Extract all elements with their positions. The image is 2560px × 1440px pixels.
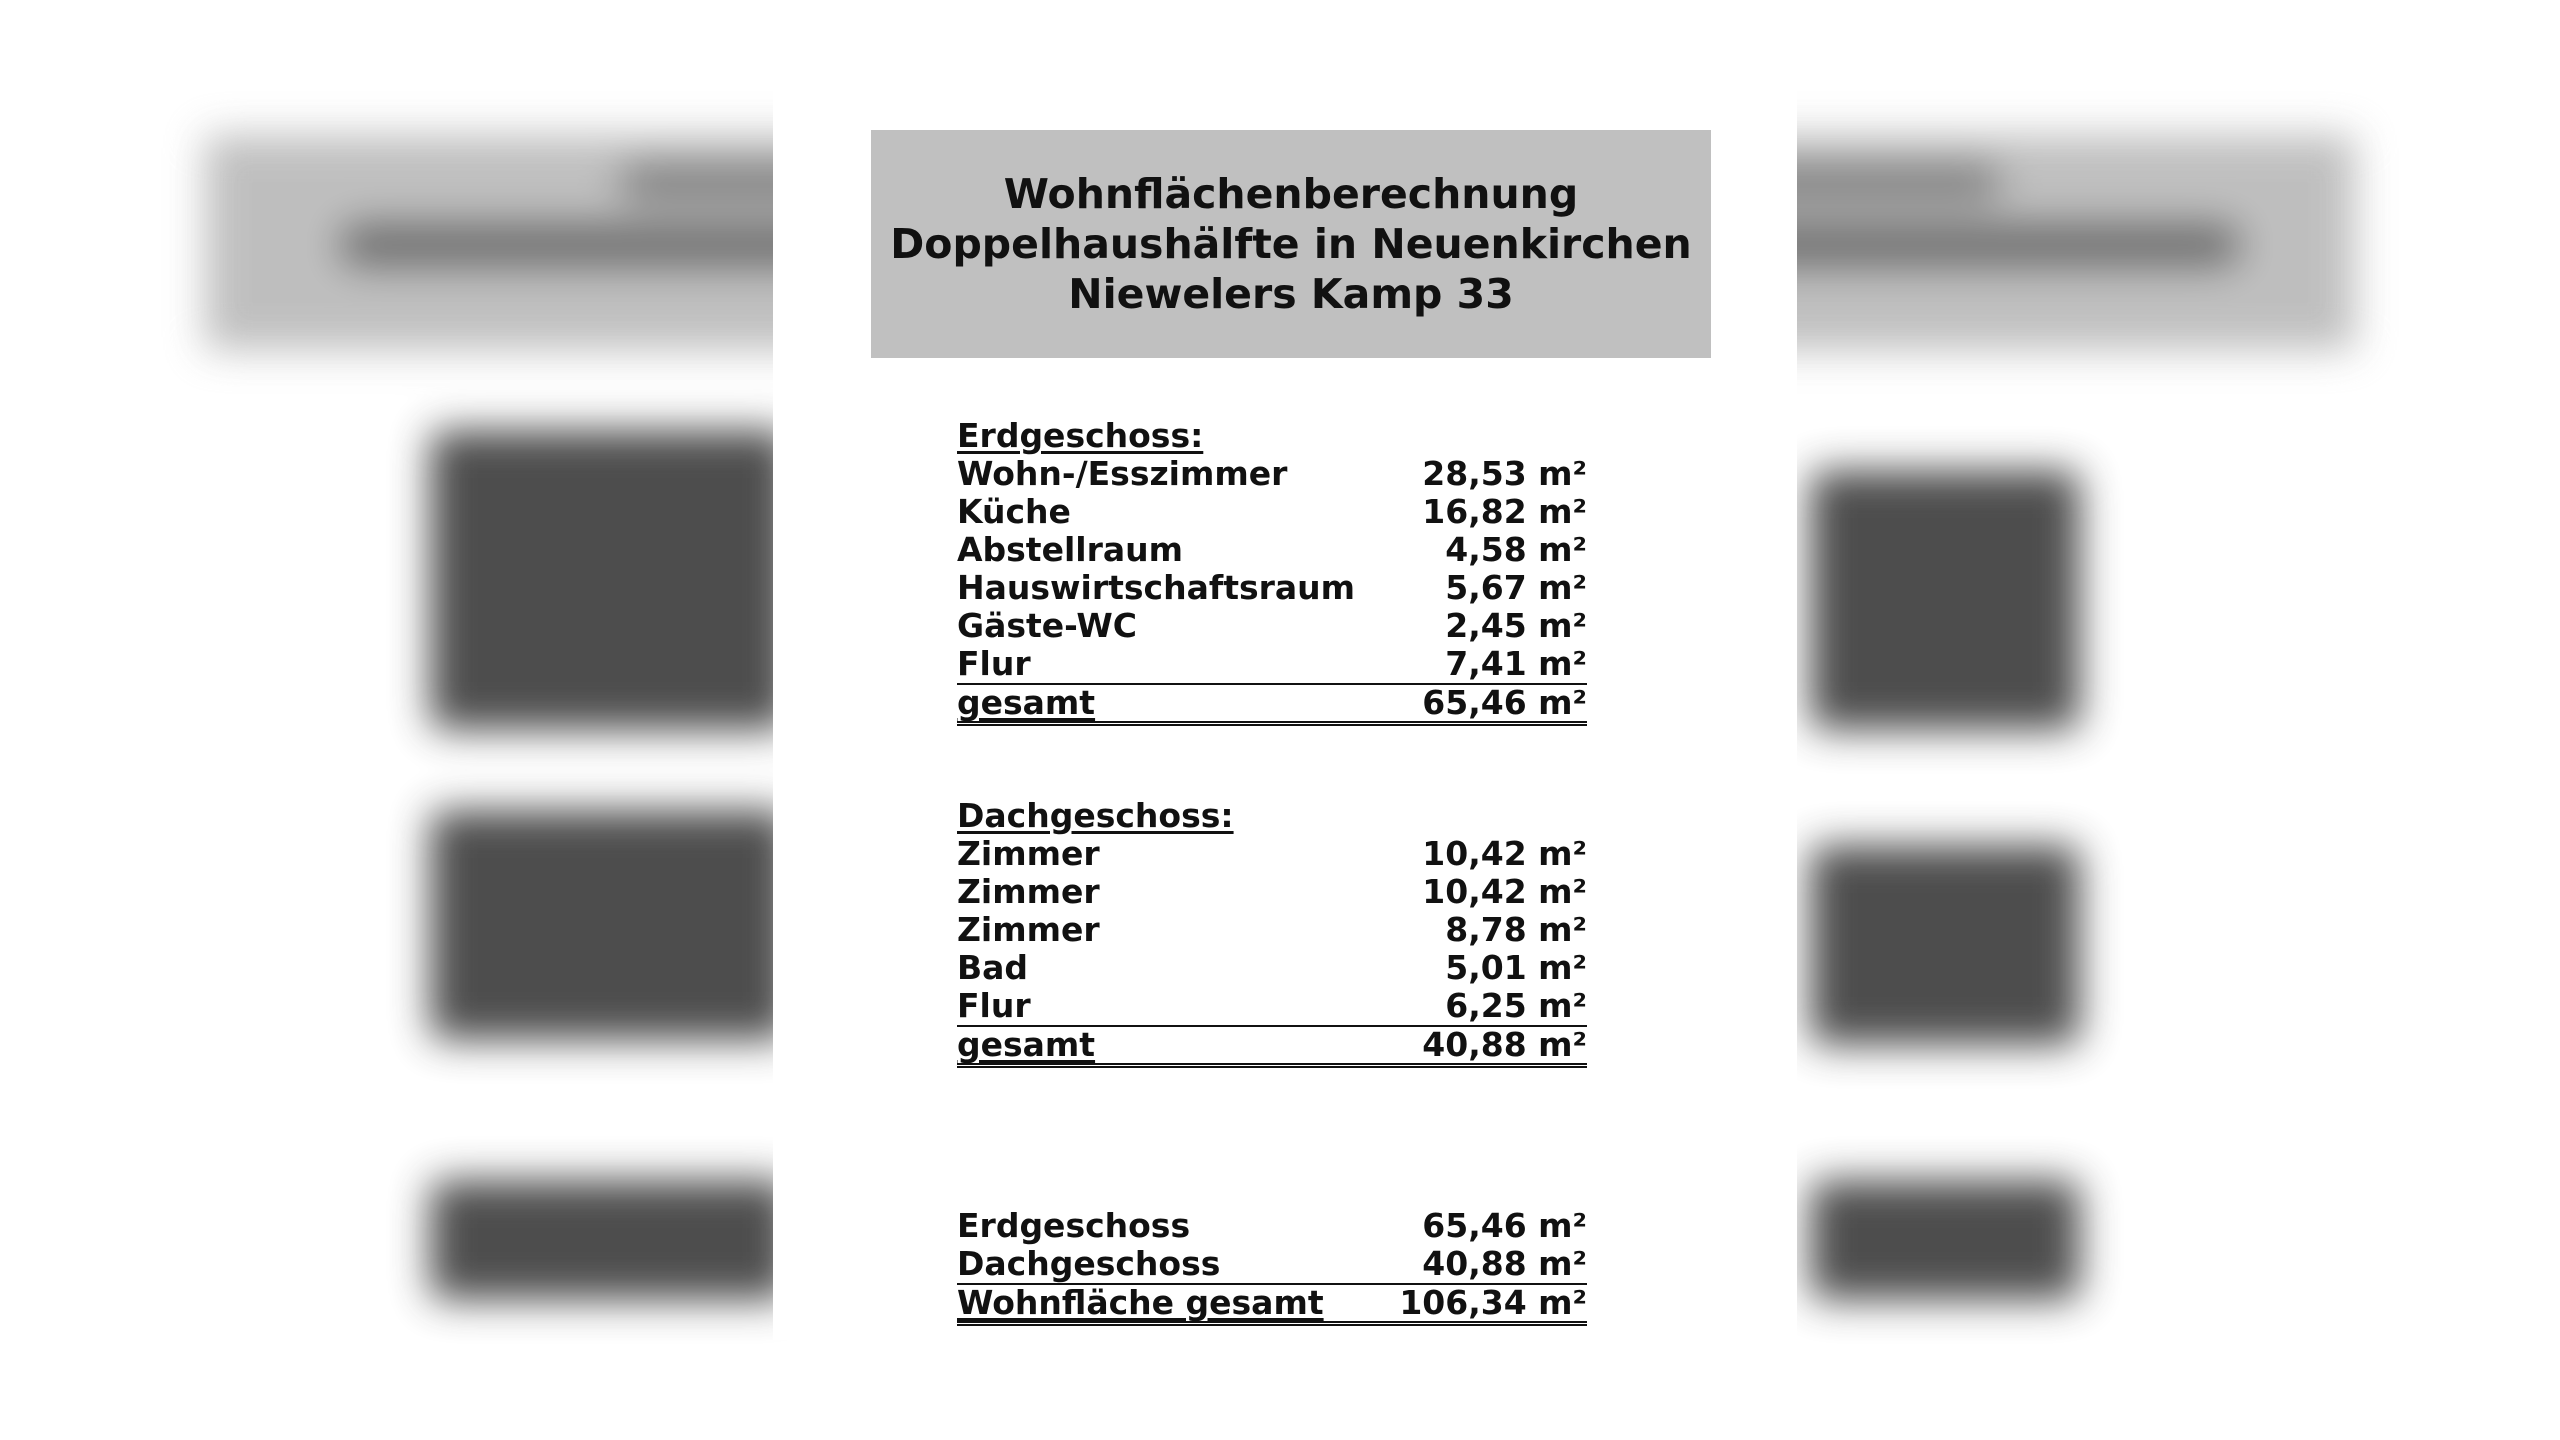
row-label: Zimmer: [957, 872, 1100, 911]
row-value: 5,67 m²: [1445, 568, 1587, 607]
total-row: [957, 1285, 1587, 1326]
table-row: [957, 873, 1587, 911]
row-label: Hauswirtschaftsraum: [957, 568, 1356, 607]
row-value: 7,41 m²: [1445, 644, 1587, 683]
row-label: Flur: [957, 644, 1031, 683]
row-value: 16,82 m²: [1422, 492, 1587, 531]
row-value: 28,53 m²: [1422, 454, 1587, 493]
total-row: [957, 1027, 1587, 1068]
blurred-text-block: [1810, 845, 2080, 1045]
blurred-text-block: [430, 810, 790, 1040]
total-value: 106,34 m²: [1399, 1283, 1587, 1322]
row-value: 40,88 m²: [1422, 1244, 1587, 1283]
table-row: [957, 493, 1587, 531]
table-row: [957, 607, 1587, 645]
table-row: [957, 987, 1587, 1027]
row-label: Dachgeschoss: [957, 1244, 1221, 1283]
blurred-text-block: [1810, 1180, 2080, 1300]
title-line-3: Niewelers Kamp 33: [1068, 270, 1514, 318]
row-label: Erdgeschoss: [957, 1206, 1191, 1245]
table-row: [957, 569, 1587, 607]
row-value: 5,01 m²: [1445, 948, 1587, 987]
total-value: 40,88 m²: [1422, 1025, 1587, 1064]
table-row: [957, 645, 1587, 685]
section-summary: [957, 1207, 1587, 1326]
title-line-2: Doppelhaushälfte in Neuenkirchen: [890, 220, 1692, 268]
table-row: [957, 455, 1587, 493]
row-label: Zimmer: [957, 910, 1100, 949]
total-label: gesamt: [957, 1025, 1096, 1064]
table-row: [957, 1245, 1587, 1285]
row-label: Wohn-/Esszimmer: [957, 454, 1288, 493]
table-row: [957, 911, 1587, 949]
row-value: 8,78 m²: [1445, 910, 1587, 949]
table-row: [957, 531, 1587, 569]
table-row: [957, 949, 1587, 987]
blurred-text-block: [430, 1180, 790, 1300]
total-row: [957, 685, 1587, 726]
row-value: 10,42 m²: [1422, 872, 1587, 911]
section-heading: Erdgeschoss:: [957, 416, 1204, 455]
document-page: [773, 90, 1797, 1340]
row-label: Abstellraum: [957, 530, 1184, 569]
section-erdgeschoss: [957, 417, 1587, 726]
section-heading: Dachgeschoss:: [957, 796, 1234, 835]
table-row: [957, 1207, 1587, 1245]
blurred-text-block: [1810, 470, 2080, 730]
row-label: Flur: [957, 986, 1031, 1025]
row-label: Gäste-WC: [957, 606, 1137, 645]
title-line-1: Wohnflächenberechnung: [1003, 170, 1579, 218]
title-box: [871, 130, 1711, 358]
blurred-text-block: [430, 430, 790, 730]
row-label: Bad: [957, 948, 1029, 987]
table-row: [957, 835, 1587, 873]
section-dachgeschoss: [957, 797, 1587, 1068]
total-value: 65,46 m²: [1422, 683, 1587, 722]
row-value: 10,42 m²: [1422, 834, 1587, 873]
row-label: Zimmer: [957, 834, 1100, 873]
row-label: Küche: [957, 492, 1071, 531]
total-label: gesamt: [957, 683, 1096, 722]
row-value: 2,45 m²: [1445, 606, 1587, 645]
row-value: 4,58 m²: [1445, 530, 1587, 569]
total-label: Wohnfläche gesamt: [957, 1283, 1324, 1322]
row-value: 6,25 m²: [1445, 986, 1587, 1025]
row-value: 65,46 m²: [1422, 1206, 1587, 1245]
